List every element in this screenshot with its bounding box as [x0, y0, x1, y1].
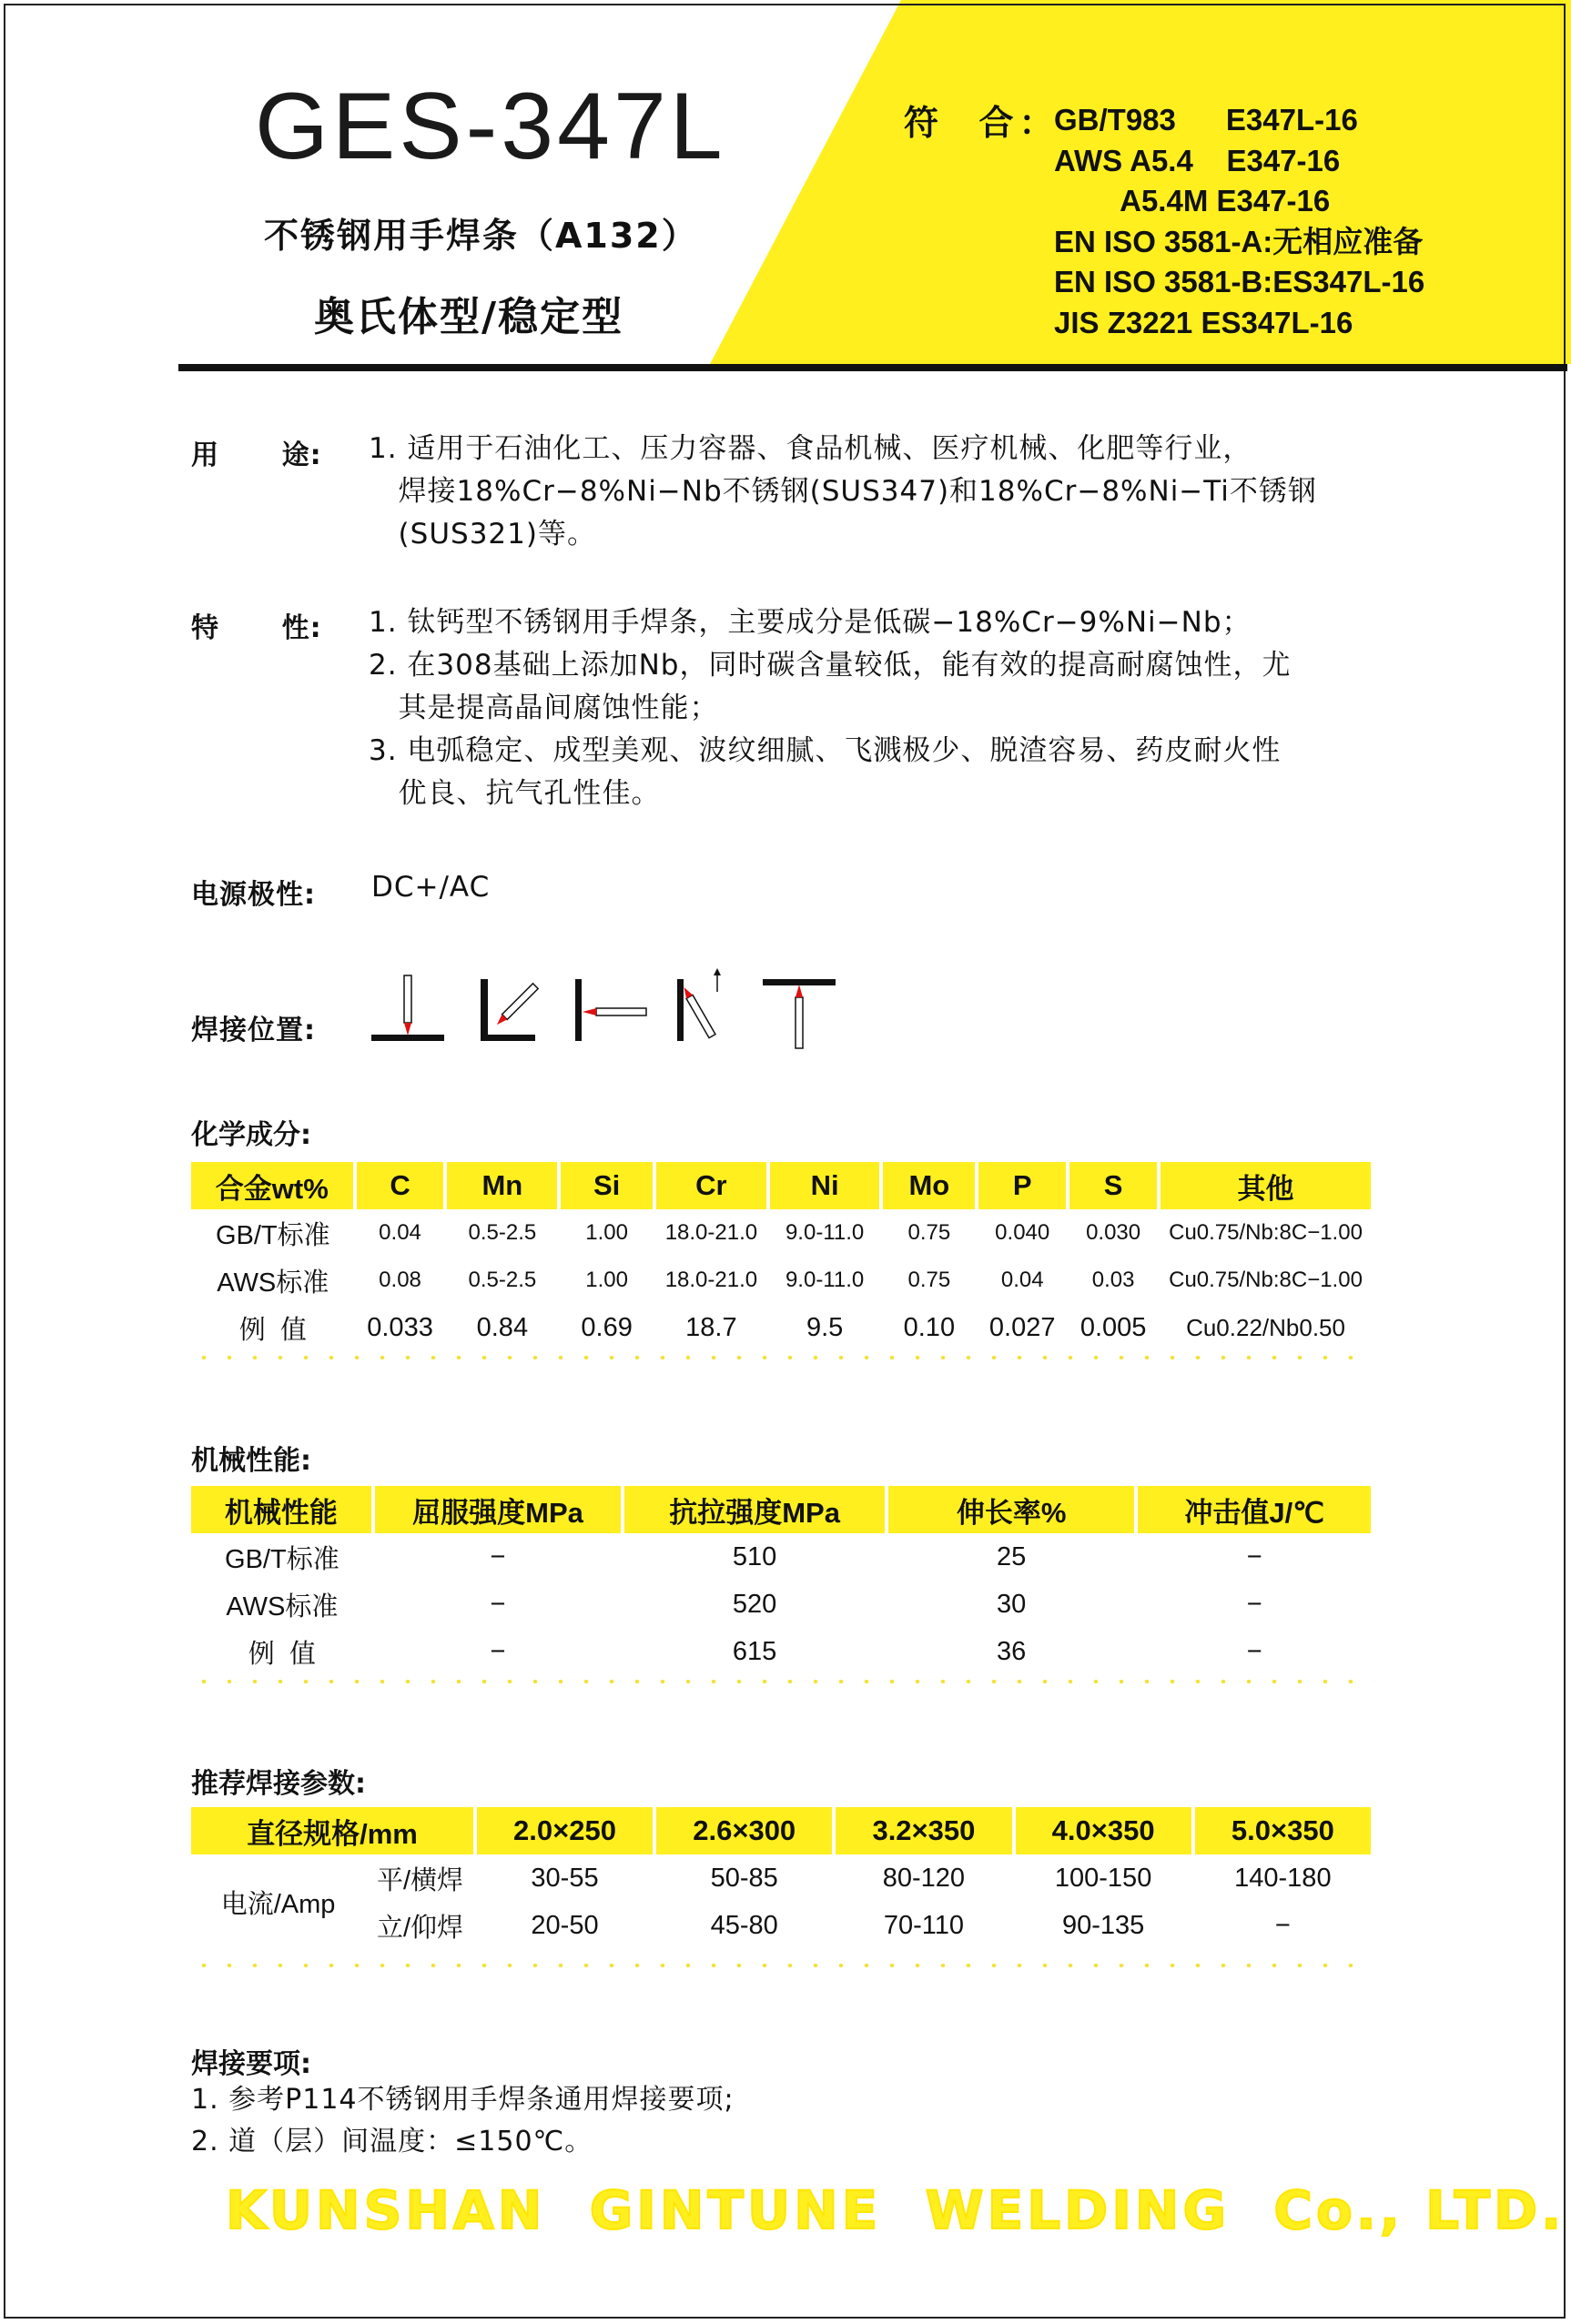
- table-cell: 520: [732, 1589, 777, 1619]
- table-header: Cr: [654, 1162, 768, 1209]
- table-cell: −: [490, 1636, 506, 1666]
- usage-line: 焊接18%Cr−8%Ni−Nb不锈钢(SUS347)和18%Cr−8%Ni−Ti不锈钢: [369, 475, 1317, 508]
- table-cell: −: [490, 1589, 506, 1619]
- table-row: [191, 1304, 1373, 1351]
- table-cell: 0.84: [476, 1312, 529, 1342]
- table-cell: 立/仰焊: [377, 1913, 464, 1943]
- table-cell: 0.040: [995, 1220, 1050, 1245]
- table-cell: −: [1274, 1910, 1291, 1940]
- usage-text: [369, 428, 1317, 556]
- table-cell: 9.0-11.0: [785, 1220, 865, 1245]
- table-cell: 18.0-21.0: [664, 1268, 758, 1292]
- table-cell: Cu0.75/Nb:8C−1.00: [1169, 1220, 1363, 1245]
- table-cell: −: [1246, 1636, 1262, 1666]
- table-cell: 0.030: [1086, 1220, 1141, 1245]
- table-cell: 9.0-11.0: [785, 1268, 865, 1292]
- table-row: [191, 1209, 1373, 1257]
- table-cell: 70-110: [883, 1910, 964, 1940]
- table-header-row: [191, 1162, 1373, 1209]
- table-cell: 30-55: [531, 1863, 599, 1893]
- table-cell: 36: [997, 1636, 1027, 1666]
- table-header: Mn: [445, 1162, 559, 1209]
- features-label: 特 性:: [191, 612, 322, 644]
- table-cell: −: [1246, 1589, 1262, 1619]
- table-cell: 18.7: [685, 1312, 737, 1342]
- header-divider: [178, 364, 1567, 371]
- table-header: 合金wt%: [191, 1162, 355, 1209]
- table-row: [191, 1533, 1373, 1581]
- table-cell: 平/横焊: [377, 1865, 464, 1895]
- conform-item: AWS A5.4 E347-16: [1054, 143, 1341, 177]
- table-header: 冲击值J/℃: [1136, 1486, 1373, 1533]
- position-label: 焊接位置:: [191, 1015, 316, 1046]
- table-cell: 18.0-21.0: [664, 1220, 758, 1245]
- usage-line: 1. 适用于石油化工、压力容器、食品机械、医疗机械、化肥等行业，: [369, 432, 1252, 465]
- table-row: [191, 1902, 1373, 1949]
- chemical-title: 化学成分:: [191, 1119, 311, 1151]
- table-cell: 1.00: [585, 1268, 628, 1292]
- table-cell: 1.00: [585, 1220, 628, 1245]
- table-cell: 0.08: [379, 1268, 421, 1292]
- table-cell: AWS标准: [226, 1591, 339, 1622]
- dotted-divider: [191, 1964, 1374, 1967]
- table-cell: AWS标准: [217, 1268, 329, 1298]
- table-cell: 140-180: [1234, 1863, 1332, 1893]
- table-cell: GB/T标准: [225, 1544, 340, 1574]
- table-cell: 例 值: [248, 1639, 316, 1669]
- dotted-divider: [191, 1680, 1374, 1683]
- table-header: S: [1068, 1162, 1159, 1209]
- chemical-table: [191, 1162, 1374, 1351]
- current-label: 电流/Amp: [220, 1889, 336, 1919]
- table-header: 抗拉强度MPa: [623, 1486, 887, 1533]
- company-name: KUNSHAN GINTUNE WELDING Co., LTD.: [226, 2179, 1566, 2241]
- table-cell: 例 值: [238, 1315, 307, 1345]
- polarity-label: 电源极性:: [191, 879, 316, 911]
- table-header: 屈服强度MPa: [373, 1486, 623, 1533]
- table-header: Mo: [881, 1162, 977, 1209]
- table-header-row: [191, 1486, 1373, 1533]
- overhead-position-icon: [763, 979, 836, 1048]
- conform-label: 符 合：: [904, 103, 1059, 143]
- product-title: GES-347L: [255, 74, 726, 179]
- table-cell: 510: [732, 1541, 777, 1571]
- product-subtitle: 不锈钢用手焊条（A132）: [264, 216, 698, 256]
- conform-item: A5.4M E347-16: [1054, 184, 1331, 217]
- table-cell: 90-135: [1061, 1910, 1145, 1940]
- table-cell: 50-85: [710, 1863, 778, 1893]
- note-line: 1. 参考P114不锈钢用手焊条通用焊接要项;: [191, 2084, 735, 2116]
- feature-line: 其是提高晶间腐蚀性能；: [369, 692, 719, 724]
- product-type: 奥氏体型/稳定型: [314, 294, 624, 340]
- table-header: 3.2×350: [834, 1807, 1013, 1854]
- table-cell: 9.5: [806, 1312, 844, 1342]
- polarity-value: DC+/AC: [371, 871, 491, 904]
- table-cell: Cu0.75/Nb:8C−1.00: [1169, 1268, 1363, 1292]
- table-row: [191, 1581, 1373, 1628]
- table-header: C: [355, 1162, 446, 1209]
- params-title: 推荐焊接参数:: [191, 1768, 366, 1800]
- table-cell: 30: [997, 1589, 1027, 1619]
- conform-item: JIS Z3221 ES347L-16: [1054, 305, 1353, 339]
- table-header: Ni: [768, 1162, 882, 1209]
- table-cell: −: [490, 1541, 506, 1571]
- table-cell: GB/T标准: [215, 1220, 330, 1250]
- table-cell: 45-80: [710, 1910, 778, 1940]
- feature-line: 3. 电弧稳定、成型美观、波纹细腻、飞溅极少、脱渣容易、药皮耐火性: [369, 734, 1282, 767]
- table-cell: 615: [732, 1636, 777, 1666]
- feature-line: 1. 钛钙型不锈钢用手焊条，主要成分是低碳−18%Cr−9%Ni−Nb；: [369, 606, 1252, 639]
- table-header: 2.6×300: [654, 1807, 834, 1854]
- table-cell: 0.03: [1091, 1268, 1135, 1292]
- conform-item: EN ISO 3581-A:无相应准备: [1054, 224, 1424, 258]
- table-header: P: [977, 1162, 1068, 1209]
- params-table: [191, 1807, 1374, 1949]
- usage-line: (SUS321)等。: [369, 518, 596, 551]
- table-cell: 0.5-2.5: [468, 1220, 537, 1245]
- table-header: 4.0×350: [1014, 1807, 1193, 1854]
- note-line: 2. 道（层）间温度：≤150℃。: [191, 2126, 593, 2157]
- notes-text: [191, 2079, 735, 2163]
- table-cell: 100-150: [1054, 1863, 1152, 1893]
- conform-item: GB/T983 E347L-16: [1054, 103, 1358, 136]
- table-cell: 0.75: [907, 1220, 951, 1245]
- conform-item: EN ISO 3581-B:ES347L-16: [1054, 265, 1425, 298]
- table-cell: 0.04: [379, 1220, 421, 1245]
- table-cell: 0.10: [903, 1312, 956, 1342]
- feature-line: 2. 在308基础上添加Nb，同时碳含量较低，能有效的提高耐腐蚀性，尤: [369, 649, 1292, 682]
- table-cell: 80-120: [882, 1863, 966, 1893]
- mechanical-table: [191, 1486, 1374, 1675]
- welding-position-icons: [364, 966, 856, 1057]
- table-header: 2.0×250: [475, 1807, 654, 1854]
- table-cell: 25: [997, 1541, 1027, 1571]
- table-header: 伸长率%: [887, 1486, 1137, 1533]
- table-row: [191, 1628, 1373, 1675]
- table-cell: 0.5-2.5: [468, 1268, 537, 1292]
- horizontal-fillet-position-icon: [481, 979, 538, 1041]
- flat-position-icon: [371, 975, 444, 1041]
- mechanical-title: 机械性能:: [191, 1445, 311, 1477]
- horizontal-position-icon: [575, 979, 646, 1041]
- table-cell: 0.04: [1000, 1268, 1044, 1292]
- notes-title: 焊接要项:: [191, 2048, 311, 2080]
- page-frame: [4, 4, 1566, 2319]
- dotted-divider: [191, 1356, 1374, 1359]
- features-text: [369, 601, 1291, 815]
- table-cell: 0.033: [367, 1312, 433, 1342]
- table-cell: 20-50: [531, 1910, 599, 1940]
- vertical-up-position-icon: [677, 968, 721, 1041]
- table-header: 5.0×350: [1193, 1807, 1373, 1854]
- table-cell: 0.69: [581, 1312, 633, 1342]
- table-header: Si: [559, 1162, 654, 1209]
- table-row: [191, 1257, 1373, 1304]
- table-row: [191, 1854, 1373, 1902]
- table-header: 直径规格/mm: [191, 1807, 475, 1854]
- table-cell: 0.027: [988, 1312, 1056, 1342]
- table-header-row: [191, 1807, 1373, 1854]
- table-cell: −: [1246, 1541, 1262, 1571]
- feature-line: 优良、抗气孔性佳。: [369, 777, 661, 810]
- table-cell: 0.75: [907, 1268, 951, 1292]
- conform-list: [1054, 100, 1424, 343]
- table-header: 其他: [1159, 1162, 1373, 1209]
- table-cell: Cu0.22/Nb0.50: [1186, 1313, 1345, 1341]
- usage-label: 用 途:: [191, 440, 322, 471]
- table-cell: 0.005: [1079, 1312, 1147, 1342]
- table-header: 机械性能: [191, 1486, 373, 1533]
